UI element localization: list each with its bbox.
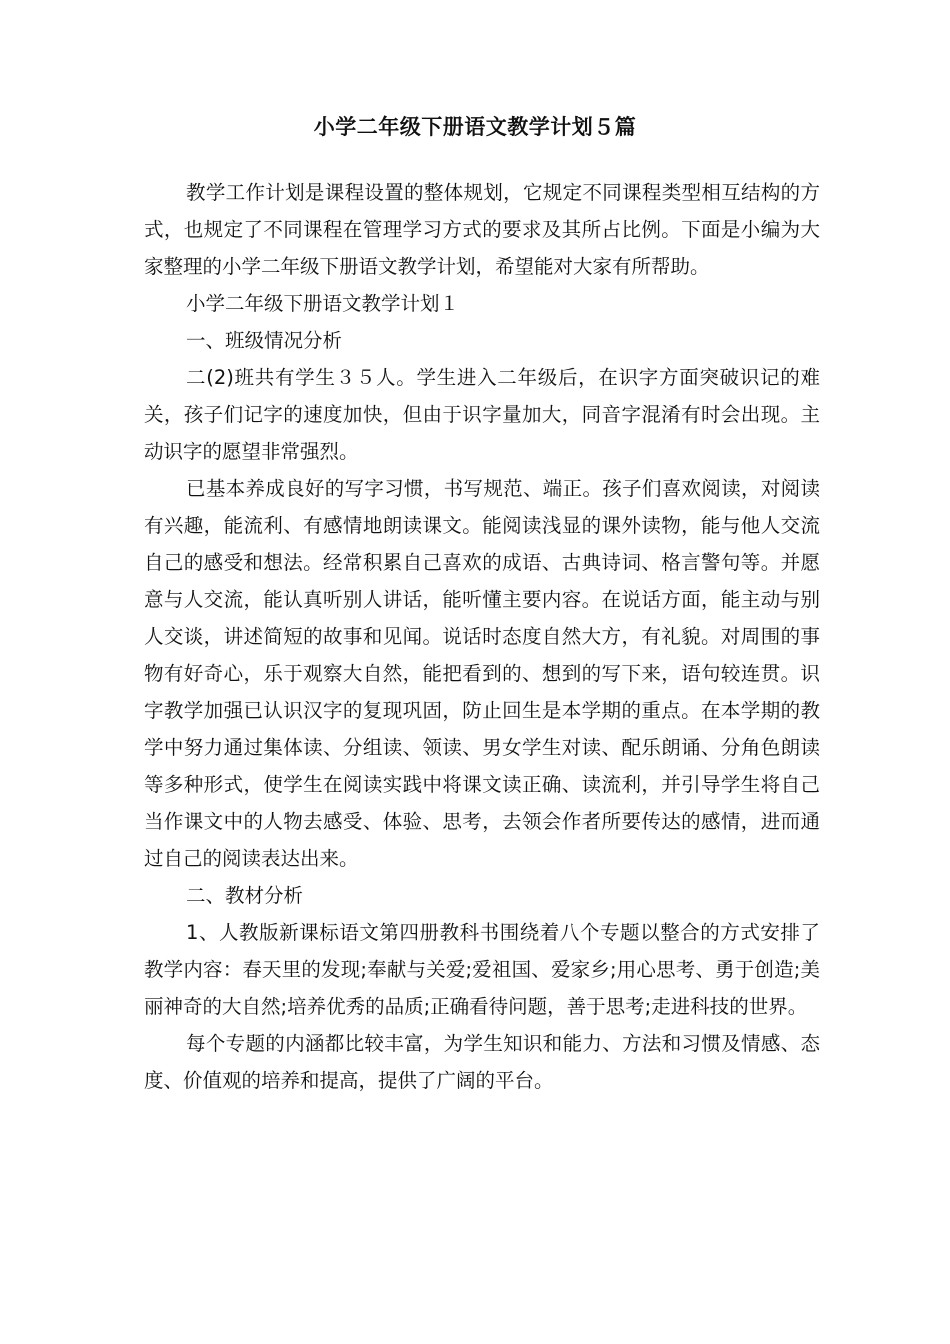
- plan-heading: 小学二年级下册语文教学计划１: [186, 292, 460, 315]
- document-body: [144, 174, 820, 1099]
- intro-paragraph: 教学工作计划是课程设置的整体规划，它规定不同课程类型相互结构的方式，也规定了不同课程在管理学习方式的要求及其所占比例。下面是小编为大家整理的小学二年级下册语文教学计划，希望能对大家有所帮助。: [144, 181, 820, 278]
- class-analysis-paragraph: 二(2)班共有学生３５人。学生进入二年级后，在识字方面突破识记的难关，孩子们记字的速度加快，但由于识字量加大，同音字混淆有时会出现。主动识字的愿望非常强烈。: [144, 366, 820, 463]
- reading-habits-paragraph: 已基本养成良好的写字习惯，书写规范、端正。孩子们喜欢阅读，对阅读有兴趣，能流利、有感情地朗读课文。能阅读浅显的课外读物，能与他人交流自己的感受和想法。经常积累自己喜欢的成语、古典诗词、格言警句等。并愿意与人交流，能认真听别人讲话，能听懂主要内容。在说话方面，能主动与别人交谈，讲述简短的故事和见闻。说话时态度自然大方，有礼貌。对周围的事物有好奇心，乐于观察大自然，能把看到的、想到的写下来，语句较连贯。识字教学加强已认识汉字的复现巩固，防止回生是本学期的重点。在本学期的教学中努力通过集体读、分组读、领读、男女学生对读、配乐朗诵、分角色朗读等多种形式，使学生在阅读实践中将课文读正确、读流利，并引导学生将自己当作课文中的人物去感受、体验、思考，去领会作者所要传达的感情，进而通过自己的阅读表达出来。: [144, 477, 820, 870]
- topic-content-paragraph: 每个专题的内涵都比较丰富，为学生知识和能力、方法和习惯及情感、态度、价值观的培养和提高，提供了广阔的平台。: [144, 1032, 820, 1092]
- document-title: 小学二年级下册语文教学计划５篇: [313, 115, 637, 139]
- section-heading-class-analysis: 一、班级情况分析: [186, 329, 343, 352]
- section-heading-textbook-analysis: 二、教材分析: [186, 884, 304, 907]
- textbook-topics-paragraph: 1、人教版新课标语文第四册教科书围绕着八个专题以整合的方式安排了教学内容：春天里的发现;奉献与关爱;爱祖国、爱家乡;用心思考、勇于创造;美丽神奇的大自然;培养优秀的品质;正确看待问题，善于思考;走进科技的世界。: [144, 921, 820, 1018]
